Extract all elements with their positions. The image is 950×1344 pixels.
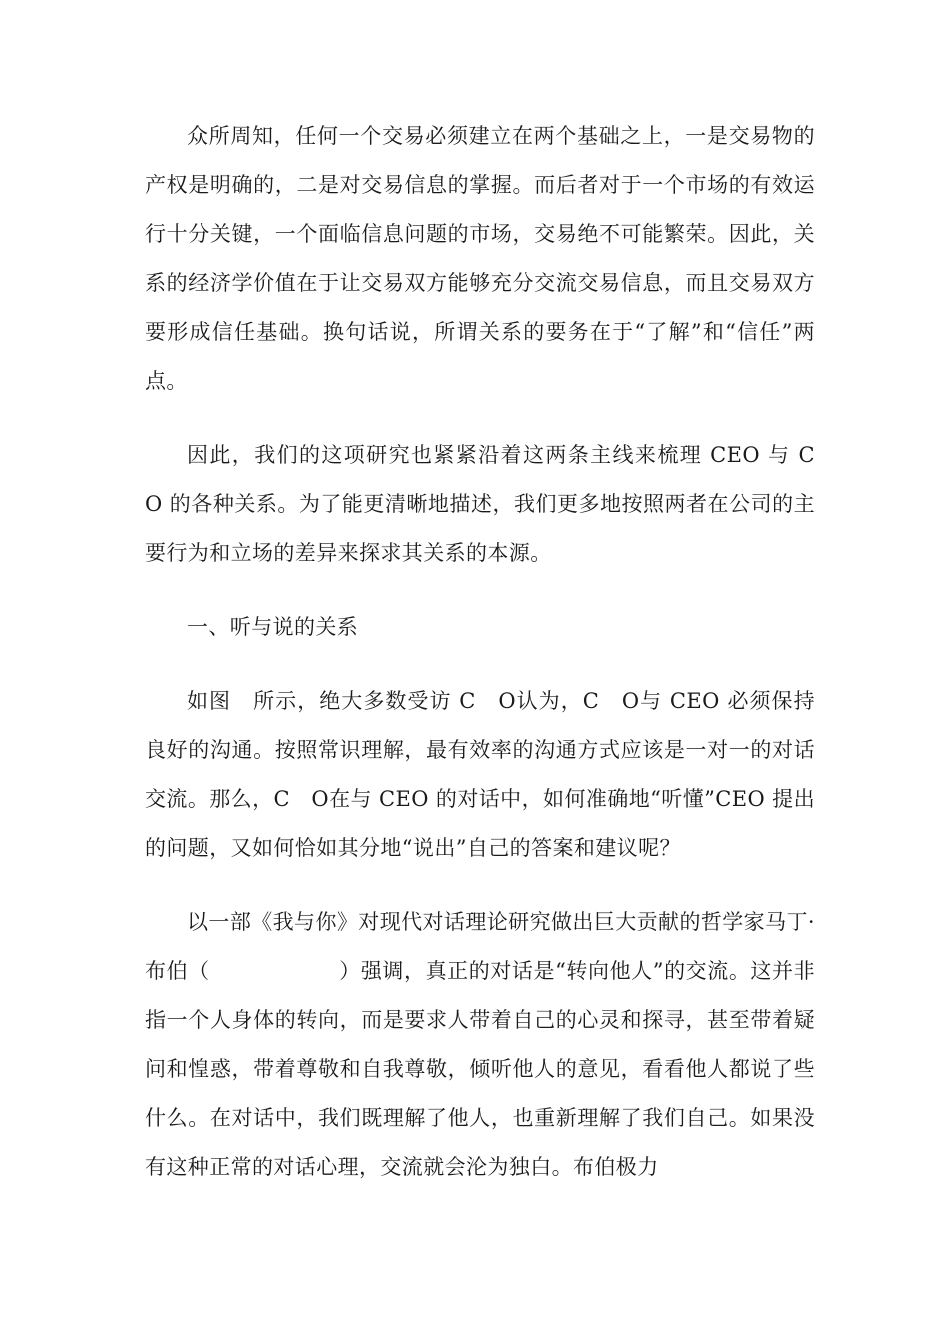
paragraph-communication: 如图 所示，绝大多数受访 C O认为，C O与 CEO 必须保持良好的沟通。按照常识理解，最有效率的沟通方式应该是一对一的对话交流。那么，C O在与 CEO 的对话中，如何准确地“听懂”CEO 提出的问题，又如何恰如其分地“说出”自己的答案和建议呢？	[145, 689, 815, 860]
paragraph-research-mainline: 因此，我们的这项研究也紧紧沿着这两条主线来梳理 CEO 与 C O 的各种关系。为了能更清晰地描述，我们更多地按照两者在公司的主要行为和立场的差异来探求其关系的本源。	[145, 443, 837, 565]
document-body	[145, 112, 837, 1217]
paragraph-transaction-basis: 众所周知，任何一个交易必须建立在两个基础之上，一是交易物的产权是明确的，二是对交易信息的掌握。而后者对于一个市场的有效运行十分关键，一个面临信息问题的市场，交易绝不可能繁荣。因此，关系的经济学价值在于让交易双方能够充分交流交易信息，而且交易双方要形成信任基础。换句话说，所谓关系的要务在于“了解”和“信任”两点。	[145, 124, 815, 393]
paragraph-buber-dialogue: 以一部《我与你》对现代对话理论研究做出巨大贡献的哲学家马丁·布伯（ ）强调，真正的对话是“转向他人”的交流。这并非指一个人身体的转向，而是要求人带着自己的心灵和探寻，甚至带着疑问和惶惑，带着尊敬和自我尊敬，倾听他人的意见，看看他人都说了些什么。在对话中，我们既理解了他人，也重新理解了我们自己。如果没有这种正常的对话心理，交流就会沦为独白。布伯极力	[145, 910, 815, 1179]
section-heading-listen-speak: 一、听与说的关系	[187, 615, 359, 639]
